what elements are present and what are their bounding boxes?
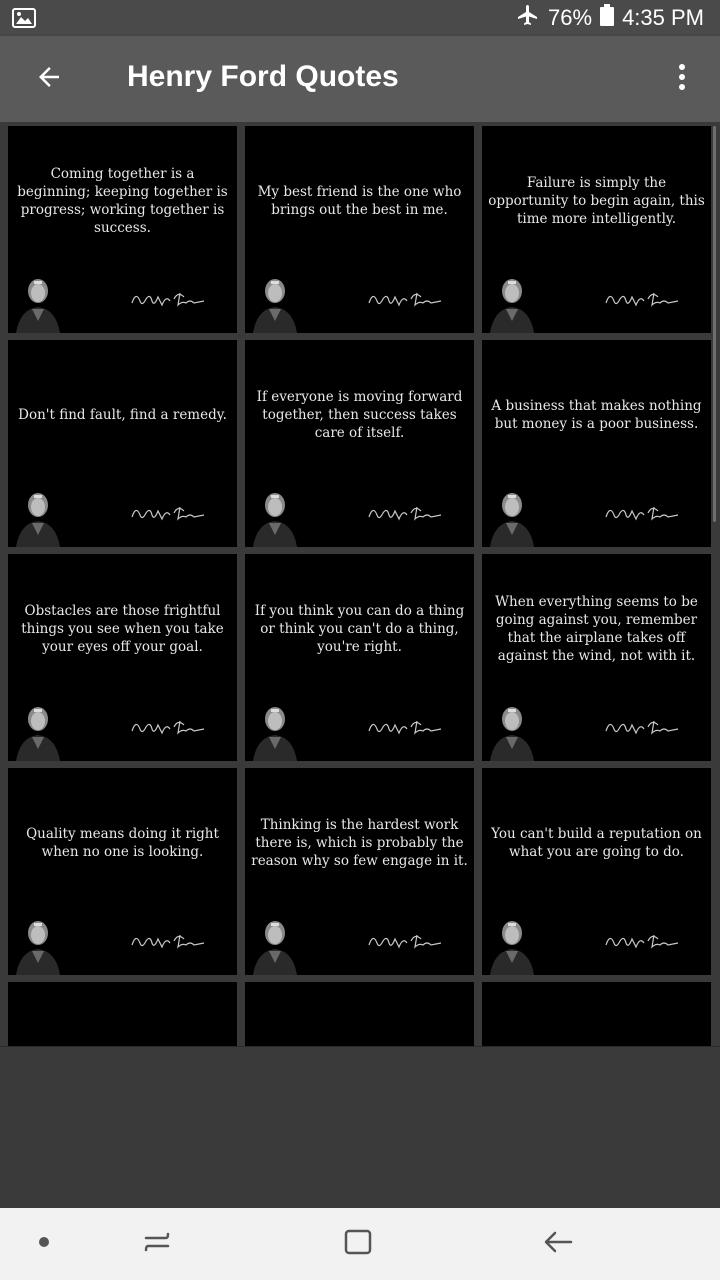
quote-text: My best friend is the one who brings out the best in me. — [257, 184, 462, 218]
quote-image-tile[interactable] — [482, 126, 711, 333]
portrait-image — [14, 915, 62, 975]
portrait-image — [251, 701, 299, 761]
quote-image-tile[interactable] — [245, 768, 474, 975]
quote-text: Thinking is the hardest work there is, which is probably the reason why so few engage in it. — [251, 817, 468, 869]
portrait-image — [488, 915, 536, 975]
quote-image-tile[interactable] — [245, 340, 474, 547]
signature-image — [128, 929, 208, 953]
portrait-image — [14, 273, 62, 333]
battery-icon — [600, 4, 614, 32]
more-vertical-icon — [677, 63, 687, 96]
quote-image-tile[interactable] — [482, 554, 711, 761]
app-bar — [0, 36, 720, 122]
portrait-image — [251, 273, 299, 333]
quote-image-tile[interactable] — [245, 554, 474, 761]
quote-image-tile[interactable] — [8, 340, 237, 547]
quote-image-tile[interactable] — [245, 982, 474, 1046]
quote-image-tile[interactable] — [8, 126, 237, 333]
quote-text: Don't find fault, find a remedy. — [18, 407, 227, 423]
home-button[interactable] — [318, 1208, 398, 1280]
quote-text: Failure is simply the opportunity to begin again, this time more intelligently. — [488, 175, 705, 227]
signature-image — [365, 929, 445, 953]
quote-image-tile[interactable] — [245, 126, 474, 333]
quotes-grid — [8, 126, 711, 1046]
quote-text: Obstacles are those frightful things you see when you take your eyes off your goal. — [21, 603, 224, 655]
signature-image — [602, 501, 682, 525]
signature-image — [602, 929, 682, 953]
portrait-image — [14, 487, 62, 547]
quote-image-tile[interactable] — [482, 340, 711, 547]
page-title: Henry Ford Quotes — [127, 60, 399, 93]
arrow-back-icon — [34, 62, 64, 97]
quote-image-tile[interactable] — [8, 554, 237, 761]
quote-text: A business that makes nothing but money is a poor business. — [491, 398, 702, 432]
quote-text: If you think you can do a thing or think you can't do a thing, you're right. — [254, 603, 465, 655]
recent-apps-icon — [142, 1228, 172, 1261]
dot-icon — [38, 1235, 50, 1253]
portrait-image — [251, 487, 299, 547]
quote-image-tile[interactable] — [482, 982, 711, 1046]
signature-image — [602, 287, 682, 311]
airplane-icon — [516, 3, 540, 33]
back-button[interactable] — [24, 54, 74, 104]
signature-image — [128, 287, 208, 311]
clock: 4:35 PM — [622, 5, 704, 30]
signature-image — [128, 715, 208, 739]
portrait-image — [488, 487, 536, 547]
signature-image — [128, 501, 208, 525]
quote-text: If everyone is moving forward together, then success takes care of itself. — [256, 389, 463, 441]
portrait-image — [251, 915, 299, 975]
image-icon — [12, 8, 36, 33]
quotes-grid-container[interactable] — [0, 122, 720, 1046]
quote-text: When everything seems to be going against you, remember that the airplane takes off against the wind, not with it. — [495, 594, 698, 664]
quote-image-tile[interactable] — [8, 768, 237, 975]
quote-text: Quality means doing it right when no one is looking. — [26, 826, 219, 860]
signature-image — [365, 287, 445, 311]
empty-area — [0, 1046, 720, 1209]
status-bar — [0, 0, 720, 36]
overflow-menu-button[interactable] — [662, 54, 702, 104]
system-nav-bar — [0, 1208, 720, 1280]
nav-back-button[interactable] — [519, 1208, 599, 1280]
quote-text: Coming together is a beginning; keeping together is progress; working together is success. — [17, 166, 228, 236]
battery-percentage: 76% — [548, 5, 593, 30]
signature-image — [365, 501, 445, 525]
signature-image — [365, 715, 445, 739]
nav-dot-button[interactable] — [4, 1208, 84, 1280]
portrait-image — [488, 273, 536, 333]
home-icon — [343, 1228, 373, 1261]
signature-image — [602, 715, 682, 739]
quote-image-tile[interactable] — [482, 768, 711, 975]
quote-image-tile[interactable] — [8, 982, 237, 1046]
quote-text: You can't build a reputation on what you are going to do. — [491, 826, 702, 860]
scrollbar[interactable] — [713, 126, 716, 522]
portrait-image — [488, 701, 536, 761]
portrait-image — [14, 701, 62, 761]
back-icon — [543, 1228, 575, 1261]
recent-apps-button[interactable] — [117, 1208, 197, 1280]
